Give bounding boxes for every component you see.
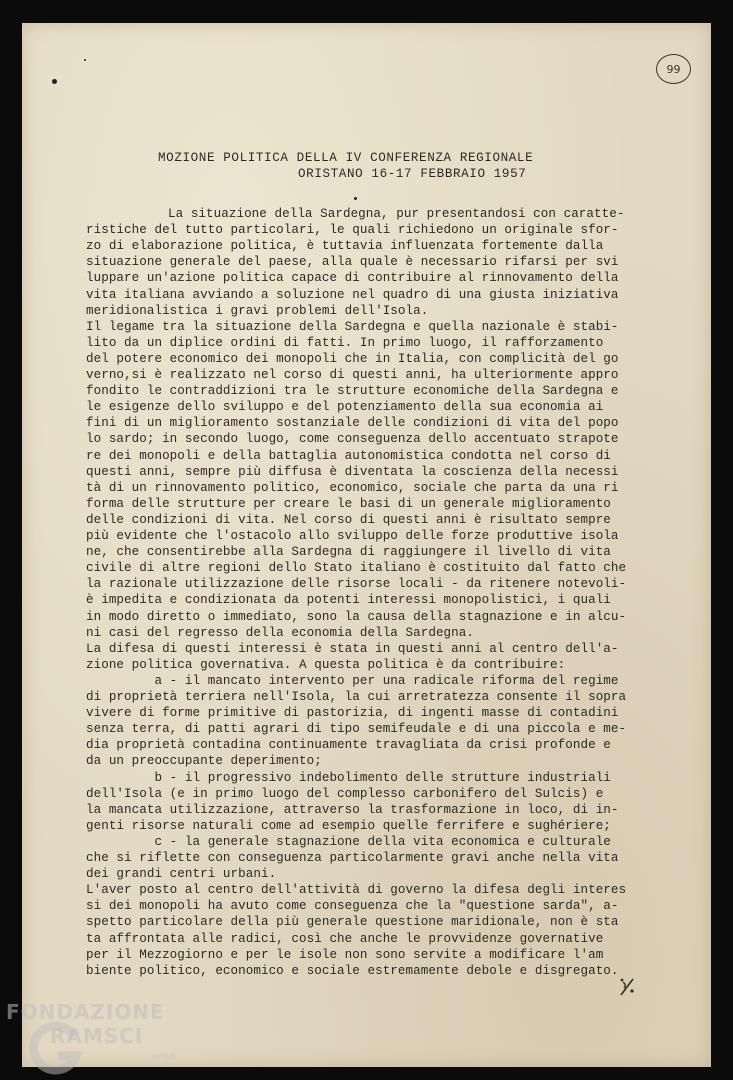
body-line: La difesa di questi interessi è stata in questi anni al centro dell'a- [86,641,619,656]
body-line: le esigenze dello sviluppo e del potenziamento della sua economia ai [86,400,604,415]
document-title-line-2: ORISTANO 16-17 FEBBRAIO 1957 [298,167,527,181]
ink-speck [52,79,57,84]
body-line: b - il progressivo indebolimento delle strutture industriali [86,770,611,785]
body-line: la mancata utilizzazione, attraverso la trasformazione in loco, di in- [86,802,619,817]
document-title-line-1: MOZIONE POLITICA DELLA IV CONFERENZA REGIONALE [158,151,534,165]
body-line: delle condizioni di vita. Nel corso di questi anni è risultato sempre [86,512,611,527]
body-line: fondito le contraddizioni tra le strutture economiche della Sardegna e [86,384,619,399]
body-line: a - il mancato intervento per una radicale riforma del regime [86,673,619,688]
body-line: dell'Isola (e in primo luogo del complesso carbonifero del Sulcis) e [86,786,604,801]
body-line: re dei monopoli e della battaglia autonomistica condotta nel corso di [86,448,611,463]
body-line: forma delle strutture per creare le basi di un generale miglioramento [86,496,611,511]
body-line: ristiche del tutto particolari, le quali richiedono un originale sfor- [86,223,619,238]
body-line: ta affrontata alle radici, così che anche le provvidenze governative [86,931,604,946]
body-line: meridionalistica i gravi problemi dell'Isola. [86,303,429,318]
body-line: che si riflette con conseguenza particolarmente gravi anche nella vita [86,851,619,865]
body-line: senza terra, di patti agrari di tipo semifeudale e di una piccola e me- [86,722,627,737]
body-line: situazione generale del paese, alla quale è necessario rifarsi per svi [86,255,619,270]
folio-number: 99 [656,54,691,84]
body-line: c - la generale stagnazione della vita economica e culturale [86,834,611,849]
body-line: vita italiana avviando a soluzione nel quadro di una giusta iniziativa [86,287,619,302]
body-line: questi anni, sempre più diffusa è diventata la coscienza della necessi [86,464,619,479]
ink-speck [84,59,86,61]
body-line: la razionale utilizzazione delle risorse locali - da ritenere notevoli- [86,577,627,592]
body-line: più evidente che l'ostacolo allo sviluppo delle forze produttive isola [86,529,619,543]
body-line: in modo diretto o immediato, sono la causa della stagnazione e in alcu- [86,609,627,624]
body-line: ne, che consentirebbe alla Sardegna di raggiungere il livello di vita [86,545,611,560]
body-line: zo di elaborazione politica, è tuttavia influenzata fortemente dalla [86,239,604,254]
watermark-logo [6,1000,196,1080]
body-line: spetto particolare della più generale questione maridionale, non è sta [86,915,619,930]
body-line: genti risorse naturali come ad esempio quelle ferrifere e sughériere; [86,818,611,833]
body-line: del potere economico dei monopoli che in Italia, con complicità del go [86,351,619,366]
body-line: da un preoccupante deperimento; [86,754,322,769]
ink-speck [354,197,357,200]
body-line: dia proprietà contadina continuamente travagliata da crisi profonde e [86,738,611,753]
body-line: L'aver posto al centro dell'attività di governo la difesa degli interes [86,883,627,898]
body-line: luppare un'azione politica capace di contribuire al rinnovamento della [86,271,619,286]
end-mark-icon [618,976,638,998]
body-line: biente politico, economico e sociale estremamente debole e disgregato. [86,963,619,978]
body-line: vivere di forme primitive di pastorizia, di ingenti masse di contadini [86,706,619,721]
watermark-line-3: onlus [152,1052,177,1062]
body-line: zione politica governativa. A questa politica è da contribuire: [86,657,566,672]
body-line: lito da un diplice ordini di fatti. In primo luogo, il rafforzamento [86,335,604,350]
body-line: fini di un miglioramento sostanziale delle condizioni di vita del popo [86,416,619,431]
body-line: di proprietà terriera nell'Isola, la cui arretratezza consente il sopra [86,690,627,704]
body-line: è impedita e condizionata da potenti interessi monopolistici, i quali [86,593,611,608]
body-line: dei grandi centri urbani. [86,867,277,882]
body-line: tà di un rinnovamento politico, economico, sociale che parta da una ri [86,480,619,495]
body-line: verno,si è realizzato nel corso di questi anni, ha ulteriormente appro [86,368,619,382]
watermark-line-2: RAMSCI [50,1024,144,1048]
body-line: civile di altre regioni dello Stato italiano è costituito dal fatto che [86,561,627,576]
body-line: lo sardo; in secondo luogo, come conseguenza dello accentuato strapote [86,432,619,447]
body-line: Il legame tra la situazione della Sardegna e quella nazionale è stabi- [86,319,619,334]
body-line: per il Mezzogiorno e per le isole non sono servite a modificare l'am [86,947,604,962]
watermark-line-1: FONDAZIONE [6,1000,165,1024]
body-line: La situazione della Sardegna, pur presentandosi con caratte- [168,207,625,221]
body-line: ni casi del regresso della economia della Sardegna. [86,625,474,640]
body-line: si dei monopoli ha avuto come conseguenza che la "questione sarda", a- [86,899,619,914]
